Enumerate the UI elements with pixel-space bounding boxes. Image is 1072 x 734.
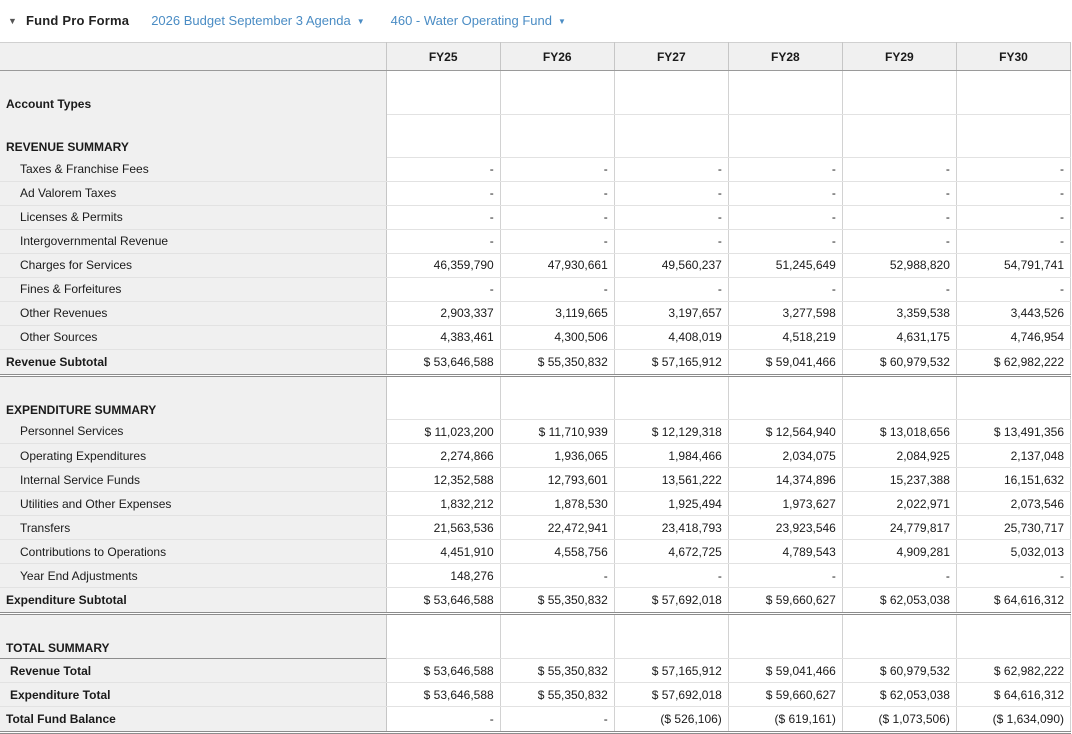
column-header: FY30 bbox=[956, 43, 1070, 71]
cell: 46,359,790 bbox=[386, 253, 500, 277]
cell: 23,923,546 bbox=[728, 516, 842, 540]
cell: $ 55,350,832 bbox=[500, 349, 614, 375]
cell: - bbox=[842, 277, 956, 301]
cell: $ 55,350,832 bbox=[500, 683, 614, 707]
cell bbox=[728, 375, 842, 420]
cell: 3,443,526 bbox=[956, 301, 1070, 325]
cell: $ 53,646,588 bbox=[386, 588, 500, 614]
toolbar bbox=[0, 0, 1072, 32]
row-label: Fines & Forfeitures bbox=[0, 277, 386, 301]
cell: $ 12,564,940 bbox=[728, 420, 842, 444]
cell: - bbox=[728, 205, 842, 229]
cell: $ 11,023,200 bbox=[386, 420, 500, 444]
cell: - bbox=[956, 205, 1070, 229]
cell: 16,151,632 bbox=[956, 468, 1070, 492]
row-label: Account Types bbox=[0, 71, 386, 115]
cell: 13,561,222 bbox=[614, 468, 728, 492]
cell: $ 55,350,832 bbox=[500, 659, 614, 683]
cell: $ 13,018,656 bbox=[842, 420, 956, 444]
cell: $ 55,350,832 bbox=[500, 588, 614, 614]
cell: 1,925,494 bbox=[614, 492, 728, 516]
table-row bbox=[0, 71, 1071, 115]
table-row bbox=[0, 301, 1071, 325]
cell: - bbox=[386, 229, 500, 253]
cell: - bbox=[614, 229, 728, 253]
cell: 49,560,237 bbox=[614, 253, 728, 277]
cell bbox=[956, 71, 1070, 115]
cell: $ 57,692,018 bbox=[614, 683, 728, 707]
cell: - bbox=[956, 277, 1070, 301]
cell: $ 60,979,532 bbox=[842, 349, 956, 375]
table-row bbox=[0, 420, 1071, 444]
row-label: Charges for Services bbox=[0, 253, 386, 277]
row-label: Transfers bbox=[0, 516, 386, 540]
column-header: FY27 bbox=[614, 43, 728, 71]
cell: $ 59,660,627 bbox=[728, 588, 842, 614]
row-label: Other Revenues bbox=[0, 301, 386, 325]
caret-down-icon: ▼ bbox=[558, 17, 566, 26]
cell: - bbox=[500, 707, 614, 733]
cell bbox=[386, 71, 500, 115]
row-label: Taxes & Franchise Fees bbox=[0, 157, 386, 181]
cell: 21,563,536 bbox=[386, 516, 500, 540]
cell: 2,084,925 bbox=[842, 444, 956, 468]
cell bbox=[386, 614, 500, 659]
caret-down-icon: ▼ bbox=[356, 17, 365, 26]
column-header: FY29 bbox=[842, 43, 956, 71]
cell bbox=[728, 614, 842, 659]
cell: $ 57,692,018 bbox=[614, 588, 728, 614]
table-row bbox=[0, 468, 1071, 492]
cell: 2,022,971 bbox=[842, 492, 956, 516]
cell: 4,746,954 bbox=[956, 325, 1070, 349]
cell: - bbox=[386, 707, 500, 733]
cell bbox=[956, 114, 1070, 157]
cell bbox=[500, 71, 614, 115]
cell bbox=[842, 71, 956, 115]
cell bbox=[614, 71, 728, 115]
cell bbox=[728, 114, 842, 157]
cell: 1,984,466 bbox=[614, 444, 728, 468]
table-row bbox=[0, 588, 1071, 614]
cell: ($ 1,634,090) bbox=[956, 707, 1070, 733]
cell: $ 62,982,222 bbox=[956, 659, 1070, 683]
table-row bbox=[0, 564, 1071, 588]
cell: $ 60,979,532 bbox=[842, 659, 956, 683]
cell: $ 62,982,222 bbox=[956, 349, 1070, 375]
row-label: Operating Expenditures bbox=[0, 444, 386, 468]
cell bbox=[614, 614, 728, 659]
cell: 2,274,866 bbox=[386, 444, 500, 468]
table-row bbox=[0, 516, 1071, 540]
cell: 4,631,175 bbox=[842, 325, 956, 349]
row-label: Ad Valorem Taxes bbox=[0, 181, 386, 205]
cell bbox=[614, 114, 728, 157]
table-row bbox=[0, 157, 1071, 181]
cell: $ 59,041,466 bbox=[728, 659, 842, 683]
pro-forma-table bbox=[0, 42, 1071, 734]
row-label: EXPENDITURE SUMMARY bbox=[0, 375, 386, 420]
cell: - bbox=[386, 181, 500, 205]
column-header-empty bbox=[0, 43, 386, 71]
cell: 4,909,281 bbox=[842, 540, 956, 564]
cell bbox=[500, 614, 614, 659]
cell: $ 62,053,038 bbox=[842, 588, 956, 614]
row-label: Internal Service Funds bbox=[0, 468, 386, 492]
column-header: FY26 bbox=[500, 43, 614, 71]
cell: 23,418,793 bbox=[614, 516, 728, 540]
cell: - bbox=[842, 564, 956, 588]
row-label: Other Sources bbox=[0, 325, 386, 349]
table-row bbox=[0, 375, 1071, 420]
header-row bbox=[0, 43, 1071, 71]
cell: 12,793,601 bbox=[500, 468, 614, 492]
cell: 51,245,649 bbox=[728, 253, 842, 277]
page-title: Fund Pro Forma bbox=[26, 13, 130, 28]
cell: 1,878,530 bbox=[500, 492, 614, 516]
cell: ($ 619,161) bbox=[728, 707, 842, 733]
cell: $ 64,616,312 bbox=[956, 683, 1070, 707]
cell: 54,791,741 bbox=[956, 253, 1070, 277]
cell: $ 64,616,312 bbox=[956, 588, 1070, 614]
cell: 2,137,048 bbox=[956, 444, 1070, 468]
table-row bbox=[0, 253, 1071, 277]
cell: 1,936,065 bbox=[500, 444, 614, 468]
cell: 4,408,019 bbox=[614, 325, 728, 349]
cell: 25,730,717 bbox=[956, 516, 1070, 540]
cell bbox=[386, 114, 500, 157]
table-row bbox=[0, 181, 1071, 205]
cell: 12,352,588 bbox=[386, 468, 500, 492]
row-label: TOTAL SUMMARY bbox=[0, 614, 386, 659]
cell: - bbox=[500, 205, 614, 229]
row-label: Utilities and Other Expenses bbox=[0, 492, 386, 516]
cell: 2,034,075 bbox=[728, 444, 842, 468]
cell: - bbox=[728, 229, 842, 253]
cell: 47,930,661 bbox=[500, 253, 614, 277]
cell: - bbox=[842, 181, 956, 205]
cell: - bbox=[386, 277, 500, 301]
cell: - bbox=[614, 277, 728, 301]
cell: - bbox=[614, 205, 728, 229]
table-row bbox=[0, 683, 1071, 707]
cell bbox=[842, 114, 956, 157]
fund-dropdown[interactable] bbox=[391, 13, 566, 28]
cell: - bbox=[728, 564, 842, 588]
cell: - bbox=[842, 205, 956, 229]
cell: 1,832,212 bbox=[386, 492, 500, 516]
budget-dropdown-label: 2026 Budget September 3 Agenda bbox=[151, 13, 351, 28]
cell: 15,237,388 bbox=[842, 468, 956, 492]
row-label: Year End Adjustments bbox=[0, 564, 386, 588]
cell: - bbox=[500, 229, 614, 253]
cell bbox=[500, 114, 614, 157]
collapse-arrow-icon[interactable]: ▼ bbox=[8, 15, 17, 26]
row-label: REVENUE SUMMARY bbox=[0, 114, 386, 157]
table-row bbox=[0, 444, 1071, 468]
cell: $ 53,646,588 bbox=[386, 683, 500, 707]
table-row bbox=[0, 205, 1071, 229]
row-label: Contributions to Operations bbox=[0, 540, 386, 564]
cell: - bbox=[728, 277, 842, 301]
table-row bbox=[0, 349, 1071, 375]
column-header: FY28 bbox=[728, 43, 842, 71]
cell: $ 57,165,912 bbox=[614, 349, 728, 375]
cell bbox=[842, 375, 956, 420]
table-row bbox=[0, 614, 1071, 659]
cell: $ 12,129,318 bbox=[614, 420, 728, 444]
row-label: Total Fund Balance bbox=[0, 707, 386, 733]
cell: - bbox=[842, 229, 956, 253]
cell: - bbox=[614, 181, 728, 205]
cell: - bbox=[500, 157, 614, 181]
cell: $ 53,646,588 bbox=[386, 659, 500, 683]
cell: $ 53,646,588 bbox=[386, 349, 500, 375]
cell: 4,300,506 bbox=[500, 325, 614, 349]
table-row bbox=[0, 325, 1071, 349]
cell: 3,277,598 bbox=[728, 301, 842, 325]
table-row bbox=[0, 229, 1071, 253]
cell: 24,779,817 bbox=[842, 516, 956, 540]
cell: 5,032,013 bbox=[956, 540, 1070, 564]
cell: - bbox=[500, 181, 614, 205]
cell: - bbox=[956, 181, 1070, 205]
cell: - bbox=[386, 205, 500, 229]
cell: 2,903,337 bbox=[386, 301, 500, 325]
cell: - bbox=[500, 277, 614, 301]
table-row bbox=[0, 707, 1071, 733]
row-label: Revenue Subtotal bbox=[0, 349, 386, 375]
budget-dropdown[interactable] bbox=[151, 13, 364, 28]
cell: 4,518,219 bbox=[728, 325, 842, 349]
cell: - bbox=[728, 181, 842, 205]
cell: 1,973,627 bbox=[728, 492, 842, 516]
cell: $ 11,710,939 bbox=[500, 420, 614, 444]
cell: - bbox=[614, 157, 728, 181]
fund-dropdown-label: 460 - Water Operating Fund bbox=[390, 13, 553, 28]
cell: 22,472,941 bbox=[500, 516, 614, 540]
row-label: Licenses & Permits bbox=[0, 205, 386, 229]
table-row bbox=[0, 114, 1071, 157]
cell: ($ 526,106) bbox=[614, 707, 728, 733]
cell: 4,789,543 bbox=[728, 540, 842, 564]
column-header: FY25 bbox=[386, 43, 500, 71]
cell: $ 59,041,466 bbox=[728, 349, 842, 375]
cell bbox=[386, 375, 500, 420]
cell: - bbox=[956, 157, 1070, 181]
cell bbox=[500, 375, 614, 420]
cell: 4,672,725 bbox=[614, 540, 728, 564]
cell: 52,988,820 bbox=[842, 253, 956, 277]
table-row bbox=[0, 277, 1071, 301]
cell: 148,276 bbox=[386, 564, 500, 588]
row-label: Expenditure Total bbox=[0, 683, 386, 707]
row-label: Intergovernmental Revenue bbox=[0, 229, 386, 253]
cell: - bbox=[956, 564, 1070, 588]
cell: 4,558,756 bbox=[500, 540, 614, 564]
cell: 3,197,657 bbox=[614, 301, 728, 325]
cell: 3,359,538 bbox=[842, 301, 956, 325]
row-label: Expenditure Subtotal bbox=[0, 588, 386, 614]
cell: - bbox=[500, 564, 614, 588]
cell: 3,119,665 bbox=[500, 301, 614, 325]
row-label: Revenue Total bbox=[0, 659, 386, 683]
table-row bbox=[0, 492, 1071, 516]
cell: $ 62,053,038 bbox=[842, 683, 956, 707]
cell bbox=[842, 614, 956, 659]
cell: - bbox=[614, 564, 728, 588]
cell: - bbox=[728, 157, 842, 181]
cell: - bbox=[842, 157, 956, 181]
cell: $ 13,491,356 bbox=[956, 420, 1070, 444]
cell: 4,451,910 bbox=[386, 540, 500, 564]
cell bbox=[956, 375, 1070, 420]
cell: - bbox=[956, 229, 1070, 253]
cell bbox=[728, 71, 842, 115]
table-row bbox=[0, 540, 1071, 564]
cell: 4,383,461 bbox=[386, 325, 500, 349]
cell: $ 57,165,912 bbox=[614, 659, 728, 683]
cell bbox=[614, 375, 728, 420]
cell: ($ 1,073,506) bbox=[842, 707, 956, 733]
cell: - bbox=[386, 157, 500, 181]
table-row bbox=[0, 659, 1071, 683]
cell bbox=[956, 614, 1070, 659]
row-label: Personnel Services bbox=[0, 420, 386, 444]
cell: $ 59,660,627 bbox=[728, 683, 842, 707]
cell: 14,374,896 bbox=[728, 468, 842, 492]
cell: 2,073,546 bbox=[956, 492, 1070, 516]
